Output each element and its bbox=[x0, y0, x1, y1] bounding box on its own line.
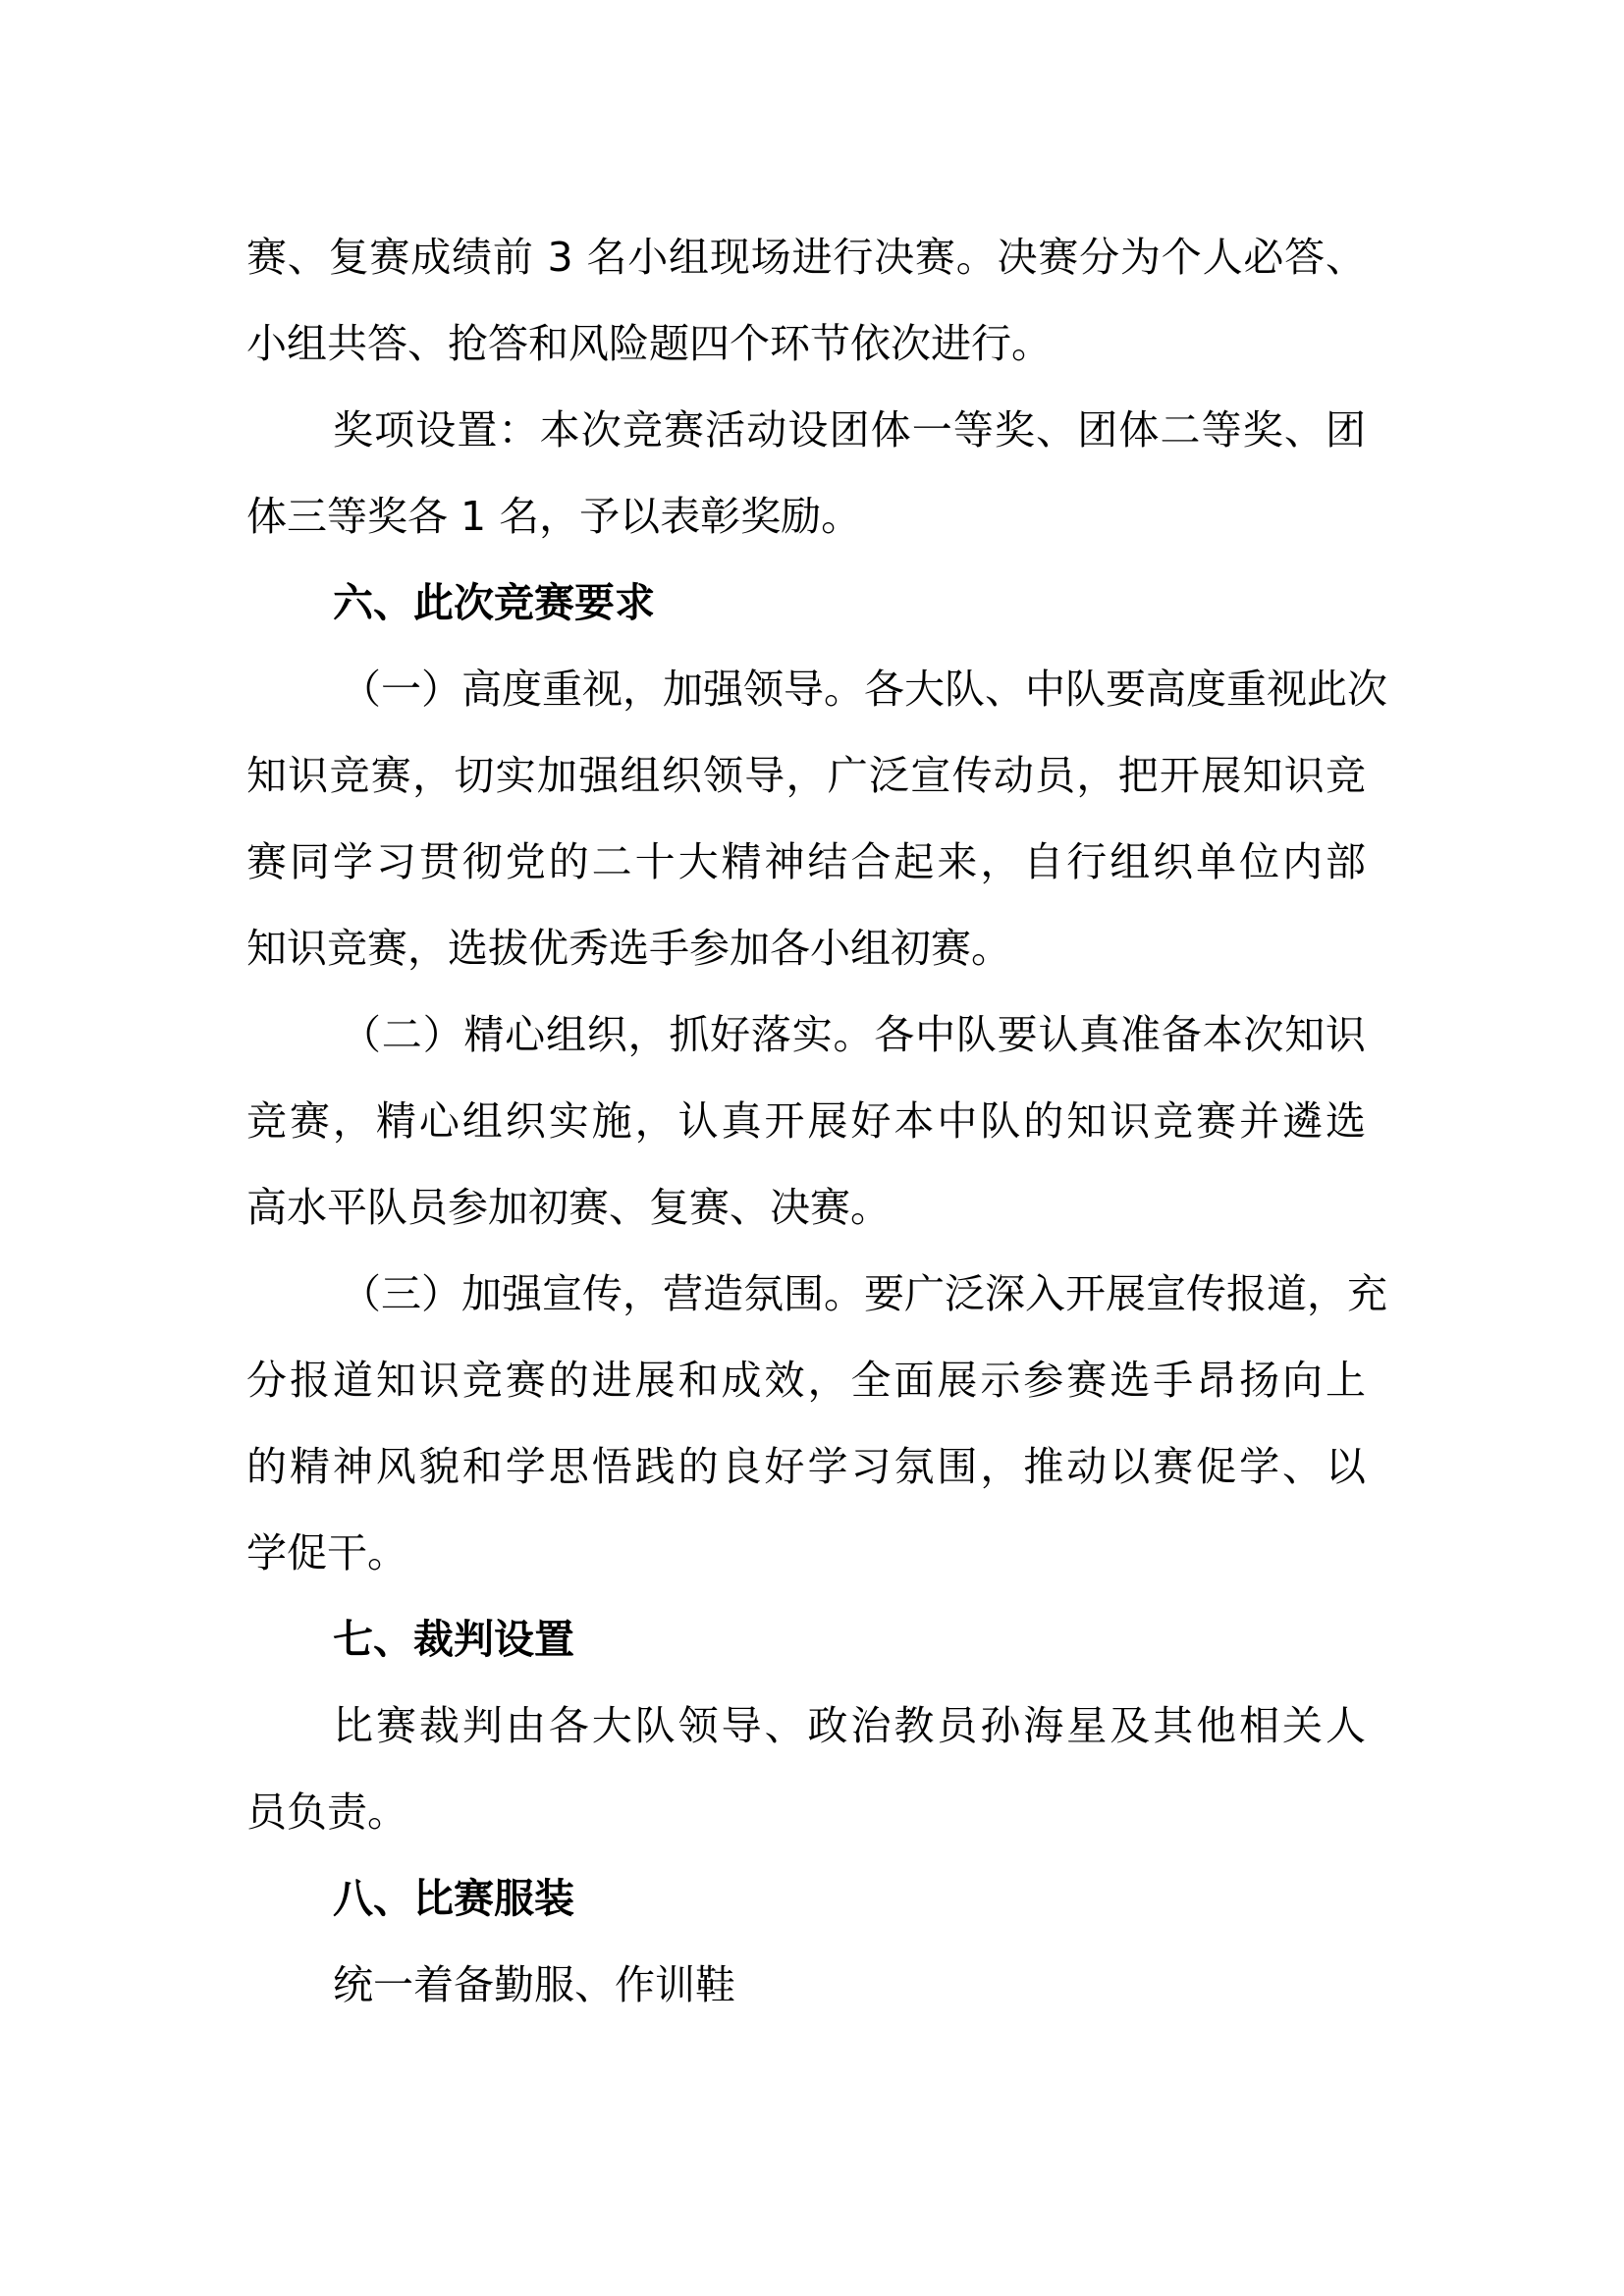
text-line: 的精神风貌和学思悟践的良好学习氛围，推动以赛促学、以 bbox=[246, 1443, 1366, 1490]
text-line: （三）加强宣传，营造氛围。要广泛深入开展宣传报道，充 bbox=[341, 1270, 1387, 1317]
text-line: 知识竞赛，切实加强组织领导，广泛宣传动员，把开展知识竞 bbox=[246, 752, 1366, 799]
text-line: 高水平队员参加初赛、复赛、决赛。 bbox=[246, 1184, 891, 1231]
document-page bbox=[246, 214, 1387, 2028]
text-line: （二）精心组织，抓好落实。各中队要认真准备本次知识 bbox=[341, 1011, 1366, 1058]
section-heading-attire: 八、比赛服装 bbox=[333, 1875, 574, 1922]
section-heading-requirements: 六、此次竞赛要求 bbox=[333, 579, 655, 626]
paragraph-award-settings bbox=[246, 387, 1366, 560]
paragraph-attire bbox=[246, 1942, 1366, 2028]
paragraph-requirement-1 bbox=[246, 646, 1387, 991]
text-line: 赛同学习贯彻党的二十大精神结合起来，自行组织单位内部 bbox=[246, 838, 1366, 885]
text-line: 统一着备勤服、作训鞋 bbox=[333, 1961, 735, 2008]
text-line: 学促干。 bbox=[246, 1529, 407, 1576]
paragraph-requirement-3 bbox=[246, 1251, 1387, 1596]
paragraph-referees bbox=[246, 1682, 1366, 1855]
text-line: 赛、复赛成绩前 3 名小组现场进行决赛。决赛分为个人必答、 bbox=[246, 234, 1366, 281]
text-line: 分报道知识竞赛的进展和成效，全面展示参赛选手昂扬向上 bbox=[246, 1357, 1366, 1404]
text-line: 奖项设置：本次竞赛活动设团体一等奖、团体二等奖、团 bbox=[333, 406, 1366, 454]
text-line: 小组共答、抢答和风险题四个环节依次进行。 bbox=[246, 320, 1052, 367]
text-line: 比赛裁判由各大队领导、政治教员孙海星及其他相关人 bbox=[333, 1702, 1366, 1749]
text-line: 知识竞赛，选拔优秀选手参加各小组初赛。 bbox=[246, 925, 1011, 972]
text-line: （一）高度重视，加强领导。各大队、中队要高度重视此次 bbox=[341, 666, 1387, 713]
text-line: 员负责。 bbox=[246, 1789, 407, 1836]
text-line: 体三等奖各 1 名，予以表彰奖励。 bbox=[246, 493, 862, 540]
paragraph-requirement-2 bbox=[246, 991, 1366, 1251]
paragraph-final-round-format bbox=[246, 214, 1366, 387]
text-line: 竞赛，精心组织实施，认真开展好本中队的知识竞赛并遴选 bbox=[246, 1097, 1366, 1145]
section-heading-referees: 七、裁判设置 bbox=[333, 1616, 574, 1663]
